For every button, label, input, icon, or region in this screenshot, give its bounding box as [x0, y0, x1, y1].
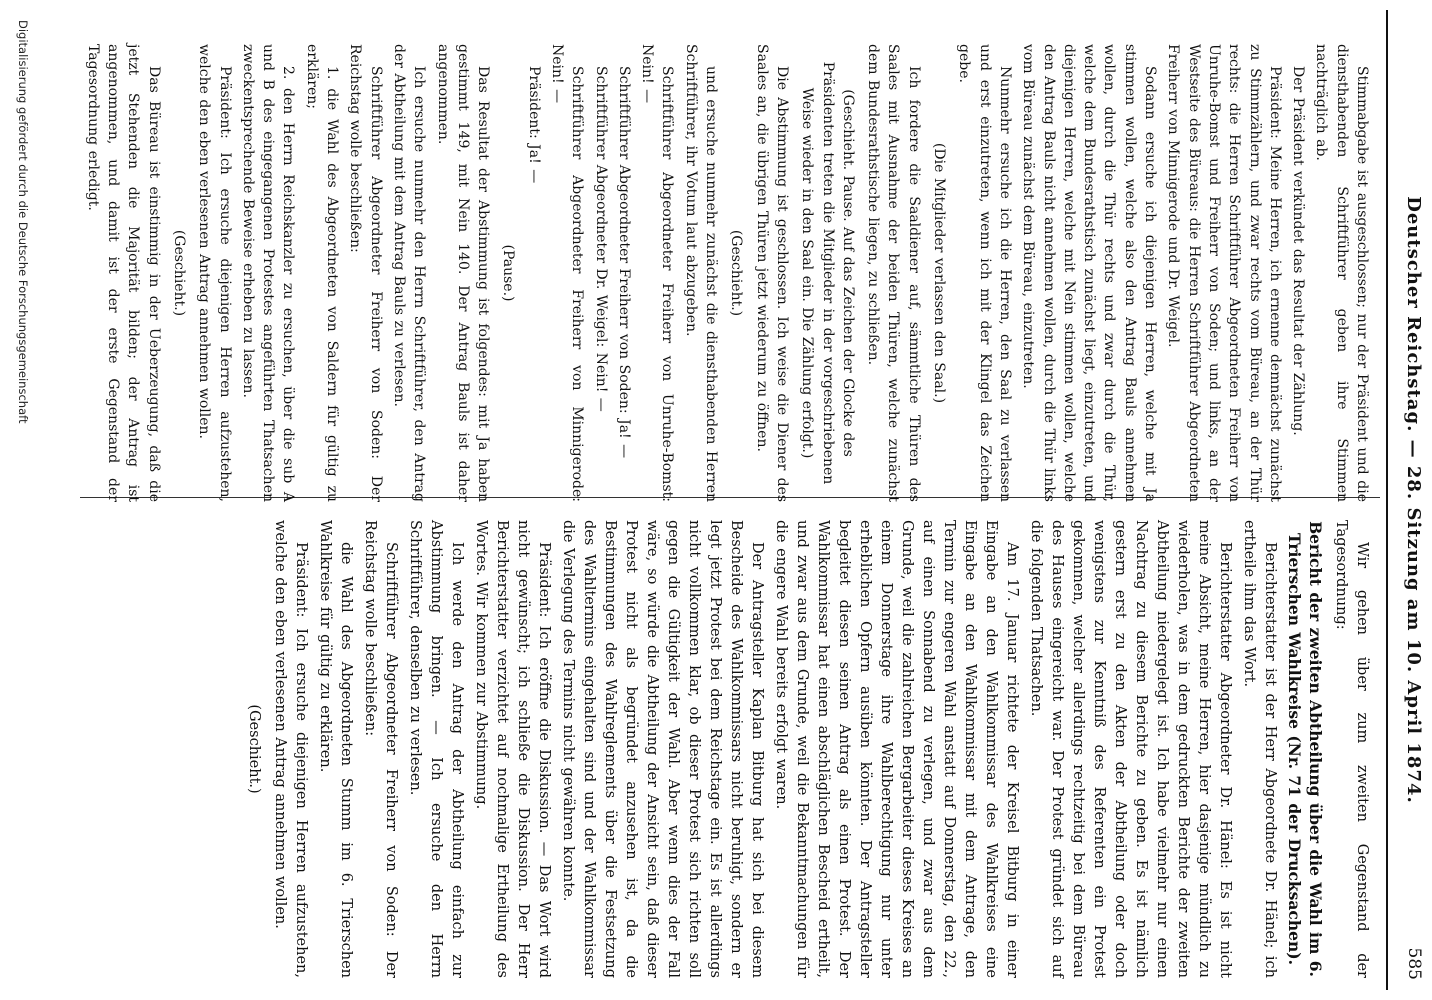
paragraph: Nunmehr ersuche ich die Herren, den Saal zu verlassen und erst einzutreten, wenn ich mit der Klingel das Zeichen gebe. — [956, 44, 1013, 502]
paragraph: Berichterstatter Abgeordneter Dr. Hänel: Es ist nicht meine Absicht, meine Herren, hier dasjenige mündlich zu wiederholen, was in dem gedruckten Berichte der zweiten Abtheilung niedergelegt ist. Ich habe vielmehr nur einen Nachtrag zu diesem Berichte zu geben. Es ist nämlich gestern erst zu den Akten der Abtheilung oder doch wenigstens zur Kenntniß des Referenten ein Protest gekommen, welcher allerdings rechtzeitig bei dem Büreau des Hauses eingereicht war. Der Protest gründet sich auf die folgenden Thatsachen. — [1028, 520, 1233, 978]
paragraph: Präsident: Ich ersuche diejenigen Herren aufzustehen, welche den eben verlesenen Antrag annehmen wollen. — [196, 44, 233, 502]
paragraph: 1. die Wahl des Abgeordneten von Saldern für gültig zu erklären; — [303, 44, 341, 502]
paragraph: 2. den Herrn Reichskanzler zu ersuchen, über die sub A und B des eingegangenen Protestes angeführten Thatsachen zweckentsprechende Beweise erheben zu lassen. — [239, 44, 297, 502]
paragraph: Schriftführer Abgeordneter Dr. Weigel: Nein! — — [592, 66, 609, 412]
paragraph: Stimmabgabe ist ausgeschlossen; nur der Präsident und die diensthabenden Schriftführer geben ihre Stimmen nachträglich ab. — [1313, 44, 1370, 502]
stage-direction: (Pause.) — [500, 244, 517, 302]
paragraph: Ich ersuche nunmehr den Herrn Schriftführer, den Antrag der Abtheilung mit dem Antrag Bauls zu verlesen. — [390, 44, 428, 502]
paragraph: Präsident: Ja! — — [525, 66, 542, 184]
stage-direction: (Geschieht.) — [246, 704, 262, 794]
paragraph: Der Präsident verkündet das Resultat der Zählung. — [1290, 66, 1307, 436]
paragraph: Am 17. Januar richtete der Kreisel Bitburg in einer Eingabe an den Wahlkommissar des Wahlkreises eine Eingabe an den Wahlkommissar mit dem Antrage, den Termin zur engeren Wahl anstatt auf Donnerstag, den 22., auf einen Sonnabend zu verlegen, und zwar aus dem Grunde, weil die zahlreichen Bergarbeiter dieses Kreises an einem Donnerstage ihre Wahlberechtigung nur unter erheblichen Opfern ausüben könnten. Der Antragsteller begleitet diesen seinen Antrag als einen Protest. Der Wahlkommissar hat einen abschläglichen Bescheid ertheilt, und zwar aus dem Grunde, weil die Bekanntmachungen für die engere Wahl bereits erfolgt waren. — [773, 520, 1020, 978]
paragraph: Die Abstimmung ist geschlossen. Ich weise die Diener des Saales an, die übrigen Thüren jetzt wiederum zu öffnen. — [753, 44, 790, 502]
paragraph: Präsident: Ich eröffne die Diskussion. — Das Wort wird nicht gewünscht; ich schließe die Diskussion. Der Herr Berichterstatter verzichtet auf nochmalige Ertheilung des Wortes. Wir kommen zur Abstimmung. — [473, 520, 552, 978]
stage-direction: (Geschieht.) — [170, 229, 187, 317]
page-title: Deutscher Reichstag. — 28. Sitzung am 10. April 1874. — [1403, 196, 1424, 804]
paragraph: Schriftführer Abgeordneter Freiherr von Soden: Der Reichstag wolle beschließen: — [362, 520, 399, 978]
paragraph: Schriftführer Abgeordneter Freiherr von Soden: Ja! — — [615, 66, 632, 459]
page-header — [1392, 0, 1432, 1000]
paragraph: Ich werde den Antrag der Abtheilung einfach zur Abstimmung bringen. — Ich ersuche den Herrn Schriftführer, denselben zu verlesen. — [407, 520, 465, 978]
paragraph: Präsident: Ich ersuche diejenigen Herren aufzustehen, welche den eben verlesenen Antrag annehmen wollen. — [272, 520, 309, 978]
paragraph: Schriftführer Abgeordneter Freiherr von Soden: Der Reichstag wolle beschließen: — [347, 44, 384, 502]
paragraph: Schriftführer Abgeordneter Freiherr von Minnigerode: Nein! — — [549, 44, 586, 502]
paragraph: Der Antragsteller Kaplan Bitburg hat sich bei diesem Bescheide des Wahlkommissars nicht beruhigt, sondern er legt jetzt Protest bei dem Reichstage ein. Es ist allerdings nicht vollkommen klar, ob dieser Protest sich richten soll gegen die Gültigkeit der Wahl. Aber wenn dies der Fall wäre, so würde die Abtheilung der Ansicht sein, daß dieser Protest nicht als begründet anzusehen ist, da die Bestimmungen des Wahlreglements über die Festsetzung des Wahltermins eingehalten sind und der Wahlkommissar die Verlegung des Termins nicht gewähren konnte. — [560, 520, 765, 978]
section-heading: Bericht der zweiten Abtheilung über die Wahl im 6. Trierschen Wahlkreise (Nr. 71 der Drucksachen). — [1285, 521, 1325, 977]
paragraph: und ersuche nunmehr zunächst die diensthabenden Herren Schriftführer, ihr Votum laut abzugeben. — [682, 44, 720, 502]
paragraph: Das Büreau ist einstimmig in der Ueberzeugung, daß die jetzt Stehenden die Majorität bilden; der Antrag ist angenommen, und damit ist der erste Gegenstand der Tagesordnung erledigt. — [84, 44, 162, 502]
stage-direction: (Die Mitglieder verlassen den Saal.) — [931, 142, 948, 404]
page-number: 585 — [1404, 947, 1424, 980]
paragraph: Das Resultat der Abstimmung ist folgendes: mit Ja haben gestimmt 149, mit Nein 140. Der Antrag Bauls ist daher angenommen. — [434, 44, 492, 502]
paragraph: Präsident: Meine Herren, ich ernenne demnächst zunächst zu Stimmzählern, und zwar rechts vom Büreau, an der Thür rechts: die Herren Schriftführer Abgeordneten Freiherr von Unruhe-Bomst und Freiherr von Soden; und links, an der Westseite des Büreaus: die Herren Schriftführer Abgeordneten Freiherr von Minnigerode und Dr. Weigel. — [1165, 44, 1283, 502]
paragraph: Sodann ersuche ich diejenigen Herren, welche mit Ja stimmen wollen, welche also den Antrag Bauls annehmen wollen, durch die Thür rechts und zwar durch die Thür, welche dem Bundesrathstisch zunächst liegt, einzutreten, und diejenigen Herren, welche mit Nein stimmen wollen, welche den Antrag Bauls nicht annehmen wollen, durch die Thür links vom Büreau zunächst dem Büreau, einzutreten. — [1020, 44, 1159, 502]
text-column-right — [238, 520, 1372, 978]
paragraph: Ich fordere die Saaldiener auf, sämmtliche Thüren des Saales mit Ausnahme der beiden Thüren, welche zunächst dem Bundesrathstische liegen, zu schließen. — [865, 44, 922, 502]
paragraph: die Wahl des Abgeordneten Stumm im 6. Trierschen Wahlkreise für gültig zu erklären. — [317, 520, 354, 978]
paragraph: Schriftführer Abgeordneter Freiherr von Unruhe-Bomst: Nein! — — [639, 44, 676, 502]
paragraph: Berichterstatter ist der Herr Abgeordnete Dr. Hänel; ich ertheile ihm das Wort. — [1241, 520, 1278, 978]
page-footer — [8, 20, 32, 980]
header-rule — [1386, 10, 1388, 990]
stage-direction: (Geschieht. Pause. Auf das Zeichen der Glocke des Präsidenten treten die Mitglieder in der vorgeschriebenen Weise wieder in den Saal ein. Die Zählung erfolgt.) — [799, 61, 856, 485]
digitization-credit: Digitalisierung gefördert durch die Deutsche Forschungsgemeinschaft — [16, 20, 30, 424]
text-column-left — [79, 44, 1372, 502]
paragraph: Wir gehen über zum zweiten Gegenstand der Tagesordnung: — [1333, 520, 1370, 978]
stage-direction: (Geschieht.) — [728, 229, 745, 317]
